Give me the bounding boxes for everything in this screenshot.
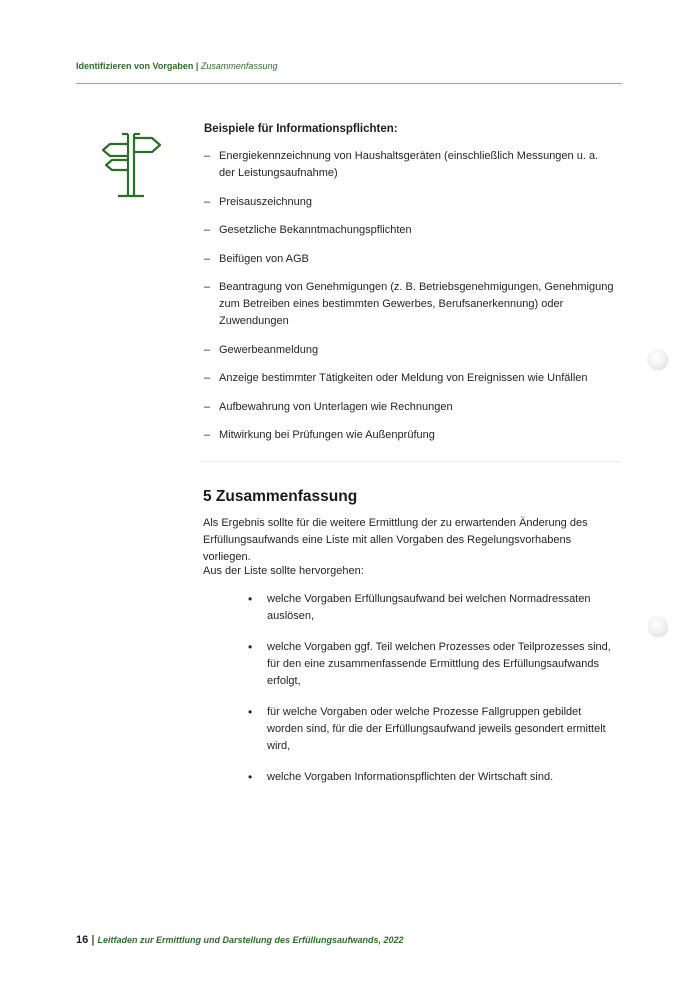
info-box-list bbox=[204, 148, 614, 456]
summary-bullet-list bbox=[248, 591, 618, 800]
footer-separator: | bbox=[91, 934, 95, 946]
list-item: – Gesetzliche Bekanntmachungspflichten bbox=[204, 222, 614, 239]
header-separator: | bbox=[195, 61, 199, 71]
page-number: 16 bbox=[76, 934, 89, 946]
list-intro-paragraph: Aus der Liste sollte hervorgehen: bbox=[203, 565, 364, 577]
list-item: – Gewerbeanmeldung bbox=[204, 342, 614, 359]
punch-hole bbox=[648, 350, 668, 370]
list-item: – Beantragung von Genehmigungen (z. B. Betriebsgenehmigungen, Genehmigung zum Betreiben eines bestimmten Gewerbes, Berufsanerkennung) oder Zuwendungen bbox=[204, 279, 614, 330]
list-item: – Energiekennzeichnung von Haushaltsgeräten (einschließlich Messungen u. a. der Leistungsaufnahme) bbox=[204, 148, 614, 182]
signpost-icon bbox=[100, 130, 164, 200]
summary-paragraph: Als Ergebnis sollte für die weitere Ermittlung der zu erwartenden Änderung des Erfüllungsaufwands eine Liste mit allen Vorgaben des Regelungsvorhabens vorliegen. bbox=[203, 517, 588, 563]
list-item: – Beifügen von AGB bbox=[204, 251, 614, 268]
list-item: – Anzeige bestimmter Tätigkeiten oder Meldung von Ereignissen wie Unfällen bbox=[204, 370, 614, 387]
header-divider bbox=[76, 83, 622, 84]
list-item: • welche Vorgaben Informationspflichten der Wirtschaft sind. bbox=[248, 769, 618, 786]
list-item: • welche Vorgaben Erfüllungsaufwand bei welchen Normadressaten auslösen, bbox=[248, 591, 618, 625]
running-header bbox=[76, 61, 277, 71]
list-item: – Mitwirkung bei Prüfungen wie Außenprüfung bbox=[204, 427, 614, 444]
page-footer bbox=[76, 934, 404, 946]
punch-hole bbox=[648, 617, 668, 637]
section-heading: 5 Zusammenfassung bbox=[203, 488, 358, 505]
list-item: • welche Vorgaben ggf. Teil welchen Prozesses oder Teilprozesses sind, für den eine zusammenfassende Ermittlung des Erfüllungsaufwands erfolgt, bbox=[248, 639, 618, 690]
footer-title: Leitfaden zur Ermittlung und Darstellung des Erfüllungsaufwands, 2022 bbox=[97, 935, 404, 945]
info-box-divider bbox=[200, 461, 620, 462]
header-subsection: Zusammenfassung bbox=[200, 61, 278, 71]
list-item: – Preisauszeichnung bbox=[204, 194, 614, 211]
info-box-title: Beispiele für Informationspflichten: bbox=[204, 123, 398, 135]
header-section: Identifizieren von Vorgaben bbox=[76, 61, 194, 71]
list-item: – Aufbewahrung von Unterlagen wie Rechnungen bbox=[204, 399, 614, 416]
list-item: • für welche Vorgaben oder welche Prozesse Fallgruppen gebildet worden sind, für die der Erfüllungsaufwand jeweils gesondert ermittelt wird, bbox=[248, 704, 618, 755]
